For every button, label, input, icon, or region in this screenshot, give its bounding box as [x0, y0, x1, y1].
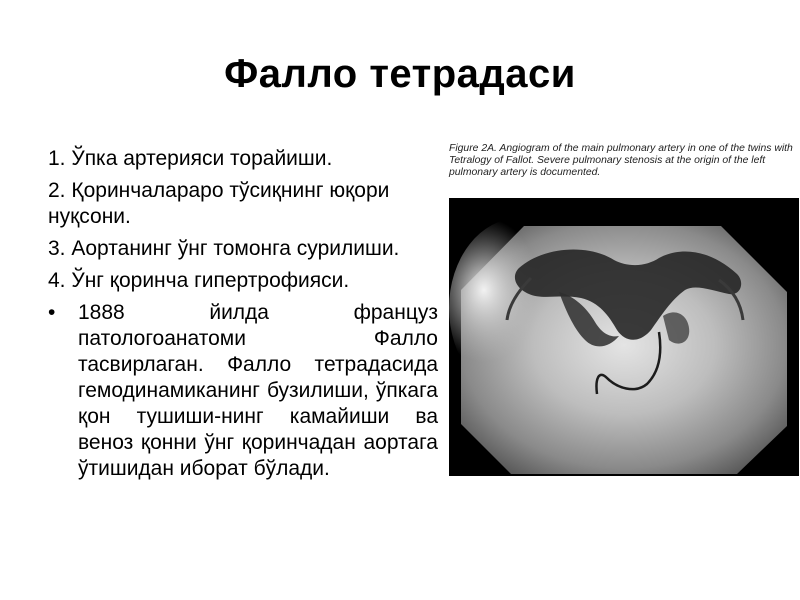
- angiogram-image: [449, 198, 799, 476]
- angiogram-graphic: [449, 198, 799, 476]
- bullet-paragraph: [48, 300, 438, 482]
- content-list: [48, 146, 438, 482]
- list-item-3: 3. Аортанинг ўнг томонга сурилиши.: [48, 237, 400, 260]
- bullet-dot: •: [48, 301, 56, 324]
- list-item-4: 4. Ўнг қоринча гипертрофияси.: [48, 269, 350, 292]
- list-item-1: 1. Ўпка артерияси торайиши.: [48, 147, 333, 170]
- figure-caption: Figure 2A. Angiogram of the main pulmonary artery in one of the twins with Tetralogy of Fallot. Severe pulmonary stenosis at the origin of the left pulmonary artery is documented.: [449, 143, 793, 178]
- slide-title: Фалло тетрадаси: [224, 52, 576, 96]
- list-item-2: 2. Қоринчалараро тўсиқнинг юқори нуқсони.: [48, 179, 390, 228]
- bullet-text: 1888 йилда француз патологоанатоми Фалло тасвирлаган. Фалло тетрадасида гемодинамиканинг бузилиши, ўпкага қон тушиши-нинг камайиши ва веноз қонни ўнг қоринчадан аортага ўтишидан иборат бўлади.: [78, 301, 438, 480]
